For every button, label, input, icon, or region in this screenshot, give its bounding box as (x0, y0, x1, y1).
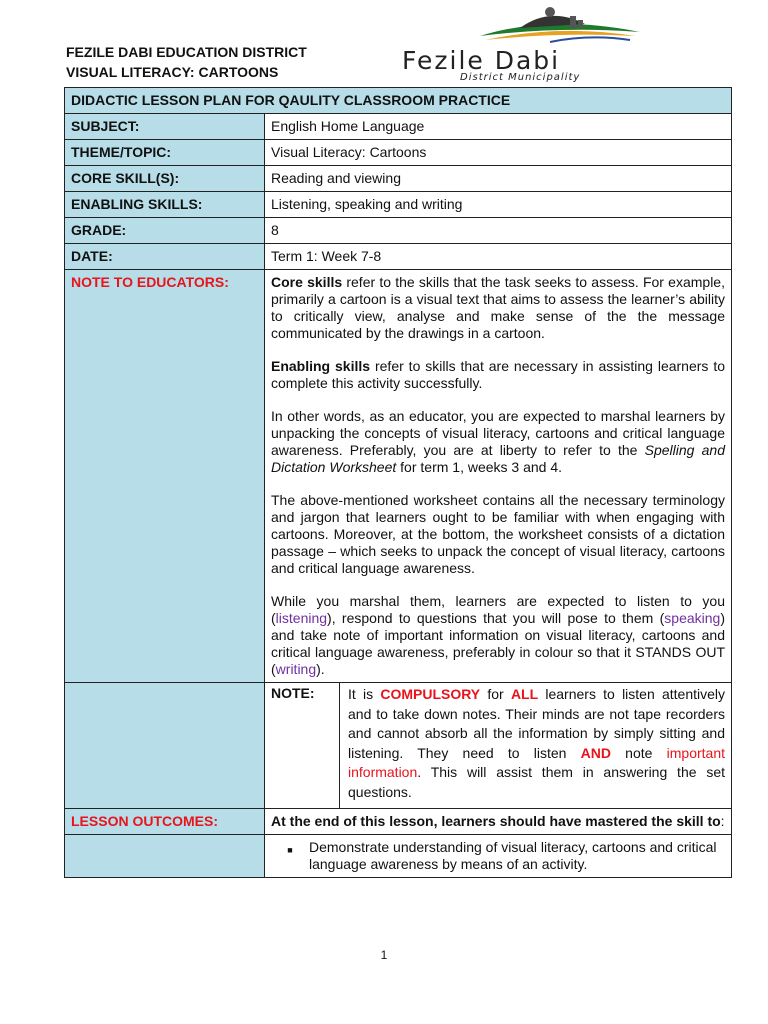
outcome-label-cell (65, 835, 265, 878)
subject-value: English Home Language (265, 114, 732, 140)
note-part: It is (348, 686, 381, 702)
core-skills-value: Reading and viewing (265, 166, 732, 192)
core-skills-label: CORE SKILL(S): (65, 166, 265, 192)
enabling-skills-value: Listening, speaking and writing (265, 192, 732, 218)
grade-value: 8 (265, 218, 732, 244)
paragraph-text: While you marshal them, learners are expected to listen to you ( (271, 593, 725, 626)
note-part: note (610, 744, 667, 761)
note-part: learners to listen attentively and to take down notes. Their minds are not tape recorders and cannot absorb all the information by simply sitting and listening. They need to listen (348, 686, 725, 761)
lesson-outcomes-row (65, 809, 732, 835)
note-to-educators-body (265, 270, 732, 683)
note-label-cell (65, 683, 265, 809)
page-number: 1 (380, 948, 388, 962)
table-row (65, 166, 732, 192)
outcomes-heading-text: At the end of this lesson, learners should have mastered the skill to (271, 813, 721, 829)
all-word: ALL (510, 686, 539, 702)
worksheet-paragraph: The above-mentioned worksheet contains all the necessary terminology and jargon that learners ought to be familiar with when engaging with cartoons. Moreover, at the bottom, the worksheet consists of a dictation passage – which seeks to unpack the concept of visual literacy, cartoons and critical language awareness. (271, 492, 725, 576)
theme-label: THEME/TOPIC: (65, 140, 265, 166)
table-title: DIDACTIC LESSON PLAN FOR QAULITY CLASSROOM PRACTICE (65, 88, 732, 114)
lesson-plan-table (64, 87, 732, 878)
lesson-outcomes-label: LESSON OUTCOMES: (65, 809, 265, 835)
worksheet-title: Spelling and Dictation Worksheet (271, 442, 726, 475)
enabling-skills-label: ENABLING SKILLS: (65, 192, 265, 218)
enabling-skills-term: Enabling skills (271, 358, 371, 374)
logo-subtitle: District Municipality (460, 72, 581, 83)
outcome-row (65, 835, 732, 878)
note-part: for (480, 686, 511, 702)
table-row (65, 140, 732, 166)
theme-value: Visual Literacy: Cartoons (265, 140, 732, 166)
table-row (65, 192, 732, 218)
document-subtitle: VISUAL LITERACY: CARTOONS (66, 64, 279, 80)
outcome-text: Demonstrate understanding of visual literacy, cartoons and critical language awareness by means of an activity. (309, 839, 717, 872)
core-skills-term: Core skills (271, 274, 343, 290)
speaking-word: speaking (664, 610, 721, 626)
document-header (66, 42, 307, 82)
note-text (340, 683, 732, 808)
table-title-row (65, 88, 732, 114)
note-label: NOTE: (265, 683, 340, 808)
note-row (65, 683, 732, 809)
and-word: AND (580, 744, 611, 761)
compulsory-word: COMPULSORY (380, 686, 481, 702)
table-row (65, 218, 732, 244)
enabling-skills-text: refer to skills that are necessary in assisting learners to complete this activity successfully. (271, 358, 726, 391)
table-row (65, 244, 732, 270)
core-skills-paragraph (271, 274, 725, 342)
list-item (271, 839, 725, 873)
date-label: DATE: (65, 244, 265, 270)
important-information-phrase: important information (348, 744, 725, 780)
writing-word: writing (275, 661, 317, 677)
date-value: Term 1: Week 7-8 (265, 244, 732, 270)
note-to-educators-label: NOTE TO EDUCATORS: (65, 270, 265, 683)
bullet-square-icon: ■ (287, 845, 293, 855)
paragraph-text: for term 1, weeks 3 and 4. (396, 459, 563, 475)
logo-wordmark: Fezile Dabi (402, 46, 561, 75)
fezile-dabi-logo (400, 6, 700, 86)
lesson-outcomes-heading (265, 809, 732, 835)
note-to-educators-row (65, 270, 732, 683)
landscape-logo-icon (400, 6, 700, 51)
outcome-cell (265, 835, 732, 878)
other-words-paragraph (271, 408, 725, 476)
note-part: . This will assist them in answering the set questions. (348, 764, 725, 800)
district-title: FEZILE DABI EDUCATION DISTRICT (66, 44, 307, 60)
table-row (65, 114, 732, 140)
marshal-paragraph (271, 593, 725, 678)
grade-label: GRADE: (65, 218, 265, 244)
paragraph-text: In other words, as an educator, you are expected to marshal learners by unpacking the concepts of visual literacy, cartoons and critical language awareness. Preferably, you are at liberty to refer to the (271, 408, 725, 458)
note-cell (265, 683, 732, 809)
paragraph-text: ). (316, 661, 325, 677)
note-inner-table (265, 683, 731, 808)
outcomes-colon: : (720, 813, 725, 829)
core-skills-text: refer to the skills that the task seeks to assess. For example, primarily a cartoon is a visual text that aims to assess the learner’s ability to critically view, analyse and make sense of the the message communicated by the drawings in a cartoon. (271, 274, 725, 341)
enabling-skills-paragraph (271, 358, 725, 392)
paragraph-text: ), respond to questions that you will pose to them ( (327, 610, 665, 626)
subject-label: SUBJECT: (65, 114, 265, 140)
listening-word: listening (275, 610, 328, 626)
paragraph-text: ) and take note of important information on visual literacy, cartoons and critical language awareness, preferably in colour so that it STANDS OUT ( (271, 610, 725, 677)
